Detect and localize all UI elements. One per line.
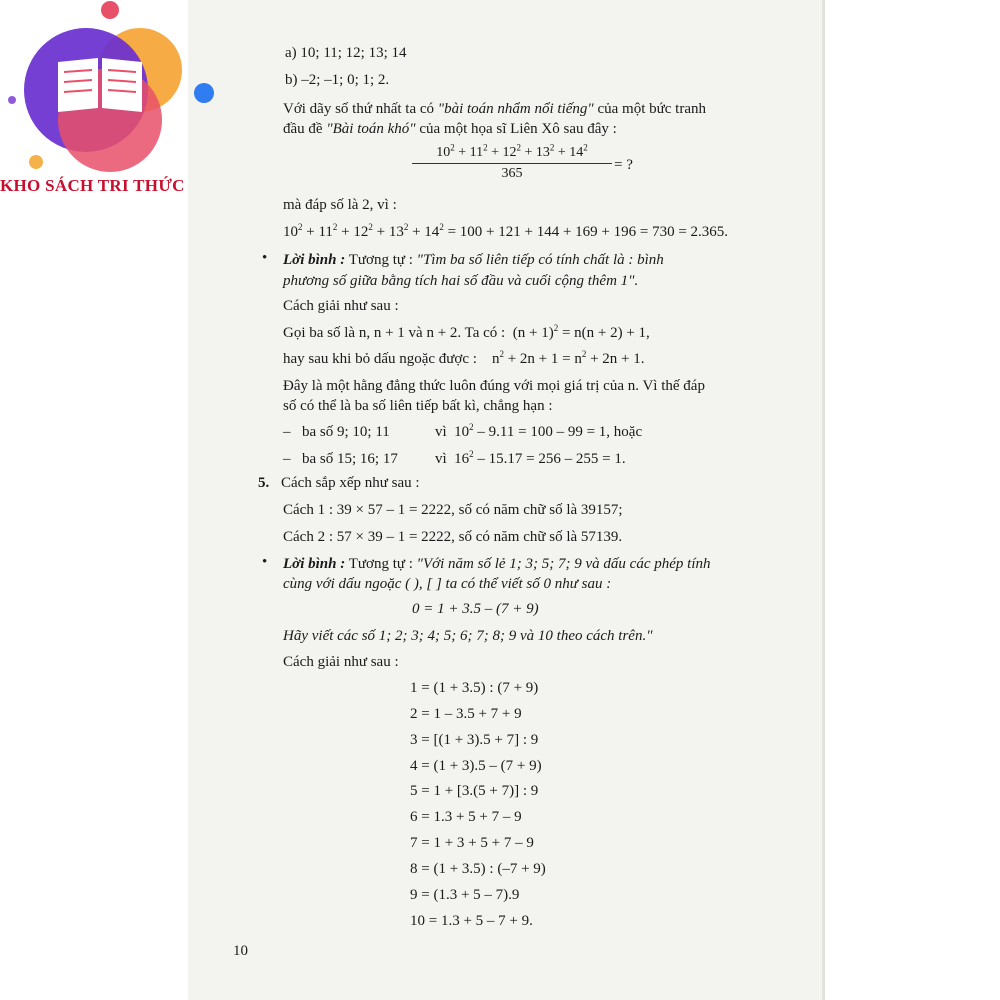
comment-line	[283, 555, 710, 573]
solution-line: 10 = 1.3 + 5 – 7 + 9.	[410, 913, 533, 929]
text: Với dãy số thứ nhất ta có	[283, 101, 438, 117]
comment-line: cùng với dấu ngoặc ( ), [ ] ta có thể viết số 0 như sau :	[283, 576, 612, 592]
comment-label: Lời bình :	[283, 252, 346, 268]
text: = n(n + 2) + 1,	[561, 325, 650, 341]
quote: "Bài toán khó"	[326, 121, 416, 137]
fraction	[412, 142, 612, 182]
comment-line: Hãy viết các số 1; 2; 3; 4; 5; 6; 7; 8; 9 và 10 theo cách trên."	[283, 628, 653, 644]
dash-icon: –	[283, 424, 291, 440]
quote: "Với năm số lẻ 1; 3; 5; 7; 9 và dấu các phép tính	[416, 556, 711, 572]
solution-line: 7 = 1 + 3 + 5 + 7 – 9	[410, 835, 534, 851]
quote: "bài toán nhẩm nổi tiếng"	[437, 101, 594, 117]
bullet-icon: •	[262, 554, 268, 570]
solution-line: 6 = 1.3 + 5 + 7 – 9	[410, 809, 522, 825]
text: – 9.11 = 100 – 99 = 1, hoặc	[473, 424, 643, 440]
section-heading: Cách sắp xếp như sau :	[281, 475, 420, 491]
example-equation: vì $10^2 - 9.11 = 100 - 99 = 1$, hoặc	[435, 422, 643, 440]
bullet-icon: •	[262, 250, 268, 266]
equation-line: 0 = 1 + 3.5 – (7 + 9)	[412, 601, 539, 617]
text: vì	[435, 424, 447, 440]
text: Gọi ba số là n, n + 1 và n + 2. Ta có :	[283, 325, 506, 341]
equation-line: $10^2 + 11^2 + 12^2 + 13^2 + 14^2 = 100 + 121 + 144 + 169 + 196 = 730 = 2.365$.	[283, 222, 729, 240]
solution-line: 3 = [(1 + 3).5 + 7] : 9	[410, 732, 539, 748]
paragraph-line: Cách giải như sau :	[283, 654, 399, 670]
dash-icon: –	[283, 451, 291, 467]
solution-line: 4 = (1 + 3).5 – (7 + 9)	[410, 758, 542, 774]
text: = 100 + 121 + 144 + 169 + 196 = 730 = 2.365.	[443, 224, 729, 240]
paragraph-line: mà đáp số là 2, vì :	[283, 197, 397, 213]
text: hay sau khi bỏ dấu ngoặc được :	[283, 351, 477, 367]
page-number: 10	[233, 943, 248, 959]
paragraph-line: Cách giải như sau :	[283, 298, 399, 314]
paragraph-line: Cách 2 : 57 × 39 – 1 = 2222, số có năm chữ số là 57139.	[283, 529, 623, 545]
example-equation: vì $16^2 - 15.17 = 256 - 255 = 1$.	[435, 449, 626, 467]
text: + 2n + 1.	[586, 351, 645, 367]
list-item-a: a) 10; 11; 12; 13; 14	[285, 45, 407, 61]
brand-name: KHO SÁCH TRI THỨC	[0, 176, 185, 195]
text: – 15.17 = 256 – 255 = 1.	[473, 451, 626, 467]
text: của một bức tranh	[593, 101, 706, 117]
paragraph-line	[283, 100, 706, 118]
solution-line: 2 = 1 – 3.5 + 7 + 9	[410, 706, 522, 722]
solution-line: 9 = (1.3 + 5 – 7).9	[410, 887, 520, 903]
text: Tương tự :	[345, 252, 417, 268]
comment-label: Lời bình :	[283, 556, 346, 572]
solution-line: 5 = 1 + [3.(5 + 7)] : 9	[410, 783, 539, 799]
paragraph-line	[283, 120, 617, 138]
text: Tương tự :	[345, 556, 417, 572]
paragraph-line: Đây là một hằng đẳng thức luôn đúng với mọi giá trị của n. Vì thế đáp	[283, 378, 705, 394]
fraction-denominator: 365	[501, 166, 523, 181]
comment-line	[283, 251, 664, 269]
example-label: ba số 15; 16; 17	[302, 451, 398, 467]
solution-line: 1 = (1 + 3.5) : (7 + 9)	[410, 680, 539, 696]
paragraph-line: số có thể là ba số liên tiếp bất kì, chẳng hạn :	[283, 398, 553, 414]
example-label: ba số 9; 10; 11	[302, 424, 390, 440]
section-number: 5.	[258, 475, 270, 491]
text: + 2n + 1 = n	[503, 351, 582, 367]
text: của một họa sĩ Liên Xô sau đây :	[415, 121, 617, 137]
fraction-numerator: $10^2 + 11^2 + 12^2 + 13^2 + 14^2$	[412, 145, 612, 164]
fraction-tail: = ?	[614, 157, 633, 173]
text: đầu đề	[283, 121, 327, 137]
paragraph-line: Cách 1 : 39 × 57 – 1 = 2222, số có năm chữ số là 39157;	[283, 502, 623, 518]
comment-line: phương số giữa bằng tích hai số đầu và cuối cộng thêm 1".	[283, 273, 639, 289]
text: vì	[435, 451, 447, 467]
paragraph-line: hay sau khi bỏ dấu ngoặc được : $n^2 + 2n + 1 = n^2 + 2n + 1$.	[283, 349, 645, 367]
paragraph-line: Gọi ba số là n, n + 1 và n + 2. Ta có : $(n + 1)^2 = n(n + 2) + 1$,	[283, 323, 650, 341]
quote: "Tìm ba số liên tiếp có tính chất là : bình	[416, 252, 664, 268]
list-item-b: b) –2; –1; 0; 1; 2.	[285, 72, 390, 88]
solution-line: 8 = (1 + 3.5) : (–7 + 9)	[410, 861, 546, 877]
